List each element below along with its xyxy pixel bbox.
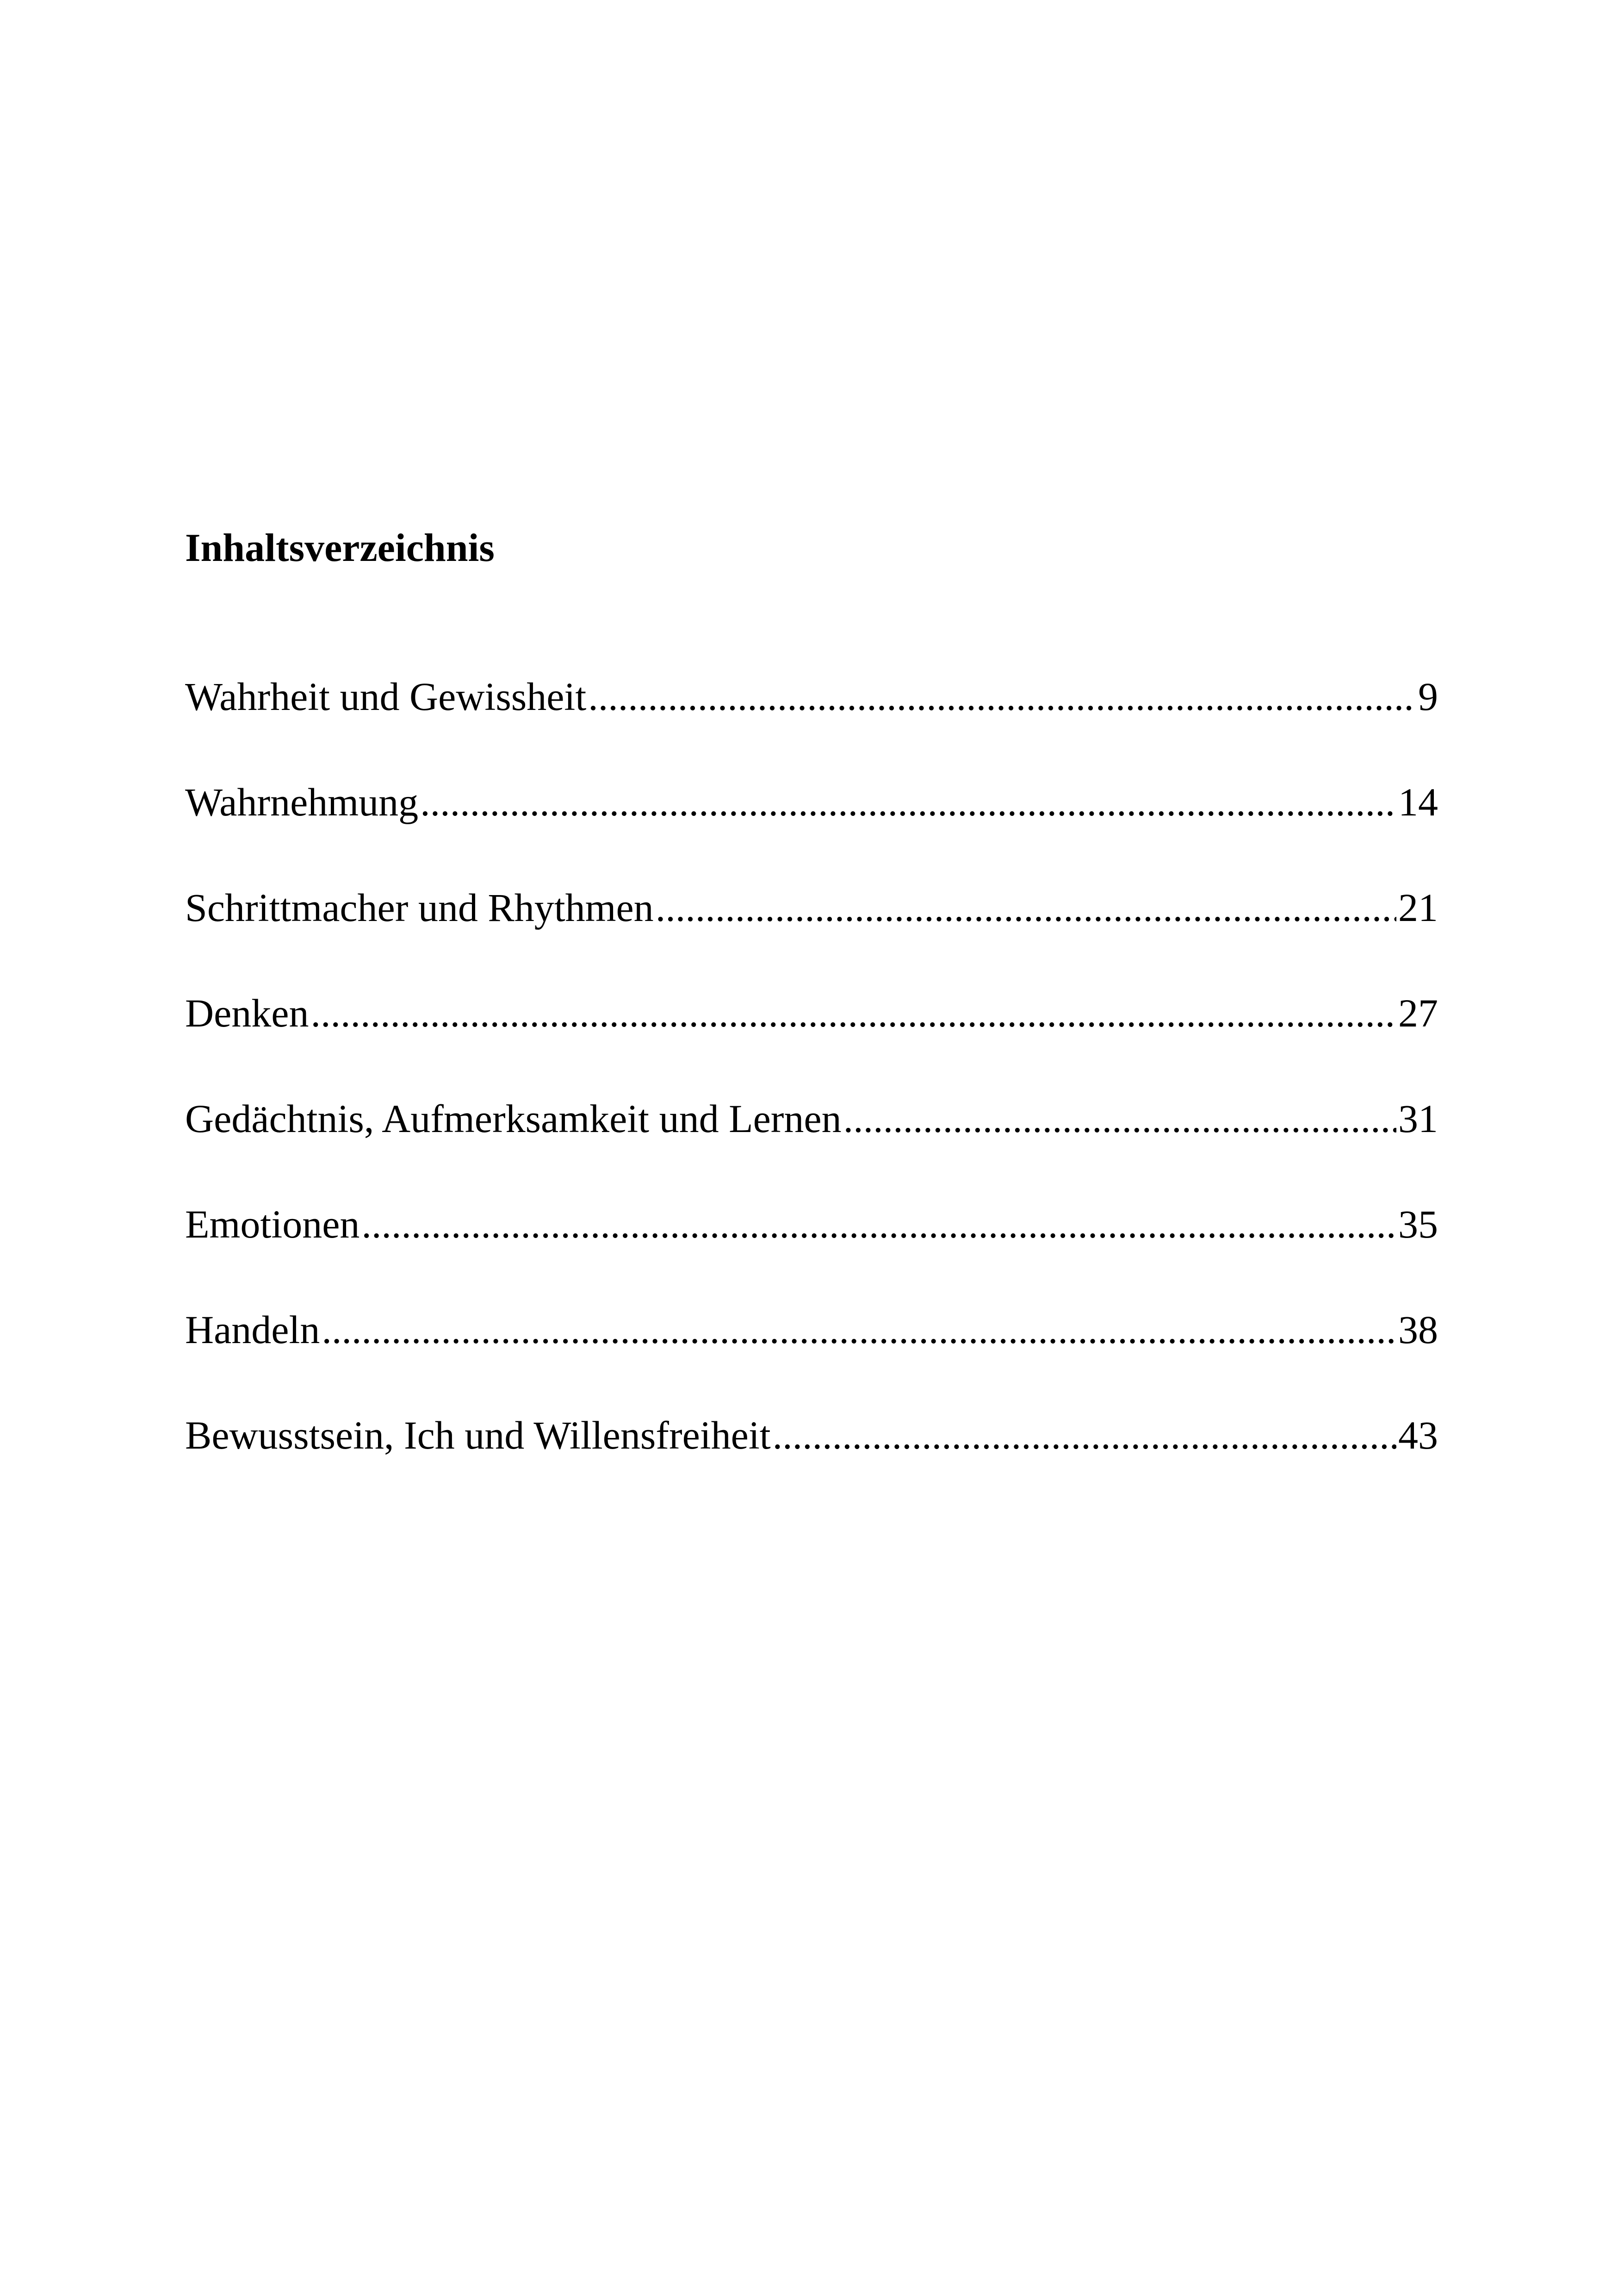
toc-dot-leader (656, 888, 1396, 927)
toc-entry-title: Denken (185, 991, 309, 1035)
toc-entry-title: Schrittmacher und Rhythmen (185, 885, 654, 930)
toc-list (185, 674, 1438, 1521)
toc-heading: Inhaltsverzeichnis (185, 525, 495, 570)
toc-entry-page: 38 (1398, 1307, 1438, 1352)
toc-dot-leader (322, 1310, 1396, 1350)
toc-dot-leader (361, 1204, 1396, 1244)
toc-dot-leader (588, 677, 1416, 716)
toc-entry-title: Gedächtnis, Aufmerksamkeit und Lernen (185, 1096, 842, 1141)
toc-entry-title: Emotionen (185, 1202, 360, 1246)
toc-entry[interactable] (185, 1307, 1438, 1415)
toc-entry[interactable] (185, 1096, 1438, 1204)
toc-entry-title: Wahrheit und Gewissheit (185, 674, 587, 719)
toc-entry-page: 43 (1398, 1413, 1438, 1457)
toc-entry[interactable] (185, 782, 1438, 888)
toc-dot-leader (843, 1099, 1396, 1139)
toc-dot-leader (420, 782, 1396, 822)
toc-entry-title: Wahrnehmung (185, 780, 419, 824)
toc-entry-page: 21 (1398, 885, 1438, 930)
toc-entry-title: Bewusstsein, Ich und Willensfreiheit (185, 1413, 771, 1457)
toc-entry-page: 35 (1398, 1202, 1438, 1246)
toc-entry[interactable] (185, 885, 1438, 993)
toc-dot-leader (310, 993, 1396, 1033)
toc-entry[interactable] (185, 674, 1438, 782)
toc-entry-page: 31 (1398, 1096, 1438, 1141)
toc-entry[interactable] (185, 1415, 1438, 1521)
toc-entry-page: 14 (1398, 780, 1438, 824)
toc-entry[interactable] (185, 1204, 1438, 1310)
toc-entry[interactable] (185, 993, 1438, 1099)
toc-entry-page: 27 (1398, 991, 1438, 1035)
toc-dot-leader (773, 1415, 1396, 1455)
toc-entry-page: 9 (1418, 674, 1438, 719)
toc-entry-title: Handeln (185, 1307, 320, 1352)
